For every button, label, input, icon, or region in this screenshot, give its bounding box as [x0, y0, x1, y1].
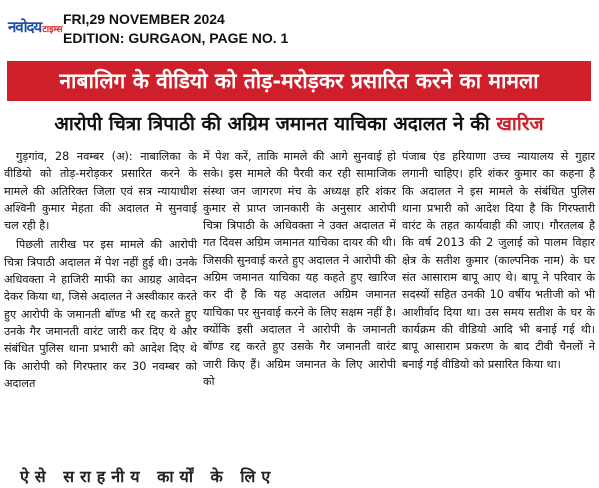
- subheadline: [7, 104, 591, 144]
- subheadline-main: आरोपी चित्रा त्रिपाठी की अग्रिम जमानत याचिका अदालत ने की: [54, 113, 490, 135]
- subheadline-highlight: खारिज: [496, 113, 544, 135]
- article-column-3: [402, 148, 595, 464]
- edition-date: FRI,29 NOVEMBER 2024: [63, 11, 225, 27]
- paragraph: में पेश करें, ताकि मामले की आगे सुनवाई हो सके। इस मामले की पैरवी कर रही सामाजिक संस्था जन जागरण मंच के अध्यक्ष हरि शंकर कुमार से प्राप्त जानकारी के अनुसार आरोपी चित्रा त्रिपाठी के अधिवक्ता ने उक्त अदालत में गत दिवस अग्रिम जमानत याचिका दायर की थी। जिसकी सुनवाई करते हुए अदालत ने आरोपी की अग्रिम जमानत याचिका यह कहते हुए खारिज कर दी है कि यह अदालत अग्रिम जमानत याचिका पर सुनवाई करने के लिए सक्षम नहीं है। क्योंकि इसी अदालत ने आरोपी के जमानती बॉण्ड रद्द करते हुए उसके गैर जमानती वारंट जारी किए हैं। अग्रिम जमानत के लिए आरोपी को: [203, 150, 396, 388]
- article-body: [4, 148, 595, 464]
- next-article-cut-off-headline: ऐसे सराहनीय कार्यों के लिए: [20, 467, 277, 486]
- article-column-2: [203, 148, 396, 464]
- paragraph: गुड़गांव, 28 नवम्बर (अ): नाबालिका के वीडियो को तोड़-मरोड़कर प्रसारित करने के मामले की अतिरिक्त जिला एवं सत्र न्यायाधीश अश्विनी कुमार मेहता की अदालत मे सुनवाई चल रही है।: [4, 150, 197, 233]
- article-column-1: [4, 148, 197, 464]
- masthead: [0, 0, 599, 56]
- newspaper-logo: नवोदयटाइम्स: [8, 18, 63, 36]
- headline: नाबालिग के वीडियो को तोड़-मरोड़कर प्रसारित करने का मामला: [7, 61, 591, 101]
- edition-info: EDITION: GURGAON, PAGE NO. 1: [63, 30, 289, 46]
- paragraph: पंजाब एंड हरियाणा उच्च न्यायालय से गुहार लगानी चाहिए। हरि शंकर कुमार का कहना है कि अदालत ने इस मामले के संबंधित पुलिस थाना प्रभारी को आदेश दिया है कि गिरफ्तारी वारंट के तहत कार्यवाही की जाए। गौरतलब है कि वर्ष 2013 की 2 जुलाई को पालम विहार क्षेत्र के सतीश कुमार (काल्पनिक नाम) के घर संत आसाराम बापू आए थे। बापू ने परिवार के सदस्यों सहित उनकी 10 वर्षीय भतीजी को भी आशीर्वाद दिया था। उस समय सतीश के घर के कार्यक्रम की वीडियो आदि भी बनाई गई थी। बापू आसाराम प्रकरण के बाद टीवी चैनलों ने बनाई गई वीडियो को प्रसारित किया था।: [402, 150, 595, 371]
- paragraph: पिछली तारीख पर इस मामले की आरोपी चित्रा त्रिपाठी अदालत में पेश नहीं हुई थी। उनके अधिवक्ता ने हाजिरी माफी का आग्रह आवेदन देकर किया था, जिसे अदालत ने अस्वीकार करते हुए आरोपी के जमानती बॉण्ड भी रद्द करते हुए उनके गैर जमानती वारंट जारी कर दिए थे और संबंधित पुलिस थाना प्रभारी को आदेश दिए थे कि आरोपी को गिरफ्तार कर 30 नवम्बर को अदालत: [4, 238, 197, 390]
